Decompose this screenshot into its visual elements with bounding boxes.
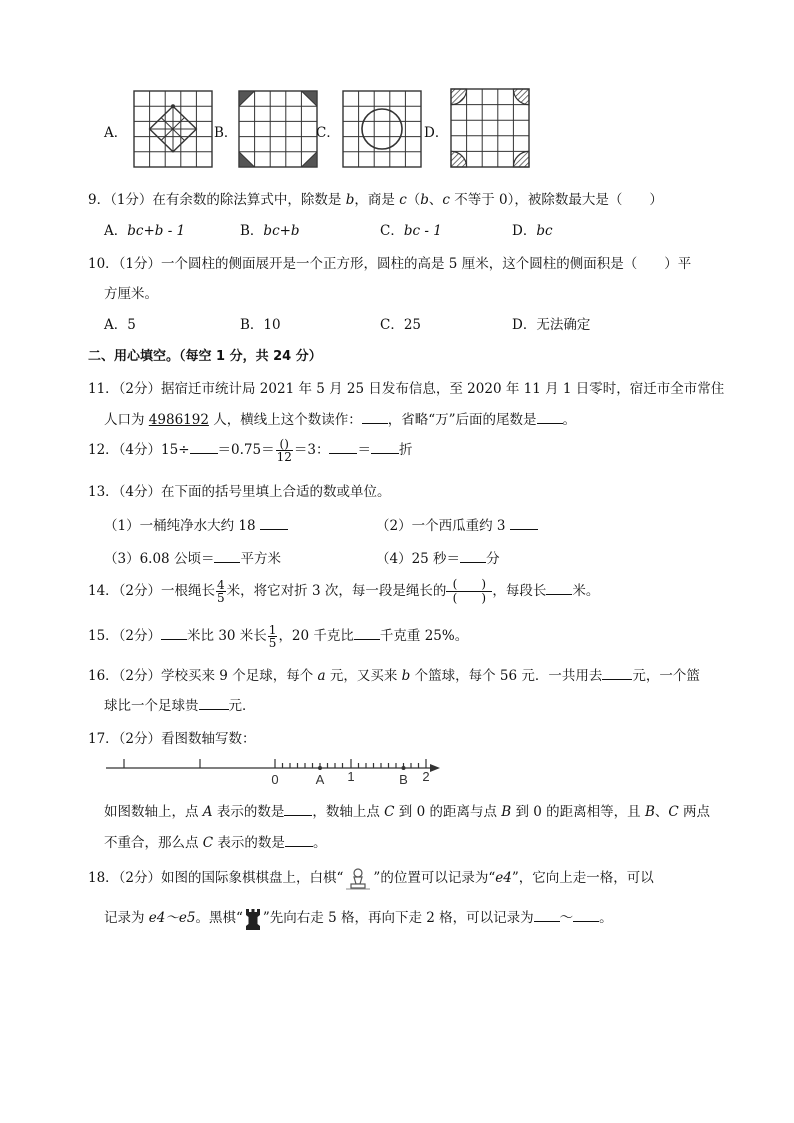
grid-figure-a xyxy=(133,90,213,168)
answer-blank[interactable] xyxy=(534,908,560,922)
white-pawn-icon xyxy=(343,866,373,892)
answer-blank[interactable] xyxy=(362,410,388,424)
q10-option-b[interactable]: B．10 xyxy=(240,317,281,333)
grid-figure-b xyxy=(238,90,318,168)
grid-figure-d xyxy=(450,88,530,168)
question-18-line2: 记录为 e4～e5。黑棋“ ”先向右走 5 格，再向下走 2 格，可以记录为 ～ 。 xyxy=(104,904,613,932)
question-16-line1: 16．（2分）学校买来 9 个足球，每个 a 元，又买来 b 个篮球，每个 56 元．一共用去 元，一个篮 xyxy=(88,668,700,684)
question-10-line2: 方厘米。 xyxy=(104,286,158,302)
answer-blank[interactable] xyxy=(161,626,187,640)
number-line xyxy=(104,752,444,788)
question-11-line1: 11．（2分）据宿迁市统计局 2021 年 5 月 25 日发布信息，至 2020 年 11 月 1 日零时，宿迁市全市常住 xyxy=(88,381,725,397)
black-rook-icon xyxy=(243,907,263,931)
answer-blank[interactable] xyxy=(354,626,380,640)
option-d-label: D． xyxy=(424,125,449,141)
question-16-line2: 球比一个足球贵 元． xyxy=(104,698,256,714)
answer-fraction[interactable]: ( ) ( ) xyxy=(446,578,492,605)
grid-figure-c xyxy=(342,90,422,168)
q9-option-a[interactable]: A．bc+b - 1 xyxy=(104,223,186,239)
answer-blank[interactable] xyxy=(602,666,632,680)
answer-blank[interactable] xyxy=(573,908,599,922)
question-17-line1: 如图数轴上，点 A 表示的数是 ，数轴上点 C 到 0 的距离与点 B 到 0 的距离相等，且 B、C 两点 xyxy=(104,804,710,820)
question-13-item1: （1）一桶纯净水大约 18 xyxy=(104,514,288,534)
q9-option-d[interactable]: D．bc xyxy=(512,223,553,239)
question-17: 17．（2分）看图数轴写数： xyxy=(88,731,256,747)
answer-blank[interactable] xyxy=(537,410,563,424)
question-13-item3: （3）6.08 公顷＝ 平方米 xyxy=(104,551,281,567)
answer-blank[interactable] xyxy=(260,516,288,530)
answer-blank[interactable] xyxy=(329,440,357,454)
answer-blank[interactable] xyxy=(214,549,240,563)
answer-blank[interactable] xyxy=(190,440,218,454)
section-heading: 二、用心填空。（每空 1 分，共 24 分） xyxy=(88,349,322,364)
question-9: 9．（1分）在有余数的除法算式中，除数是 b，商是 c（b、c 不等于 0），被除数最大是（ ） xyxy=(88,192,663,208)
answer-blank[interactable] xyxy=(199,696,229,710)
answer-blank[interactable] xyxy=(371,440,399,454)
question-13-item2: （2）一个西瓜重约 3 xyxy=(376,514,538,534)
question-15: 15．（2分） 米比 30 米长 $\frac{1}{5}$ ，20 千克比 千克重 25%。 xyxy=(88,623,469,650)
q9-option-c[interactable]: C．bc - 1 xyxy=(380,223,442,239)
answer-blank[interactable] xyxy=(285,833,313,847)
axis-label-0: 0 xyxy=(271,772,279,787)
axis-label-a: A xyxy=(315,772,325,787)
question-10-line1: 10．（1分）一个圆柱的侧面展开是一个正方形，圆柱的高是 5 厘米，这个圆柱的侧面积是（ ）平 xyxy=(88,256,692,272)
answer-blank[interactable] xyxy=(546,581,572,595)
question-13-item4: （4）25 秒＝ 分 xyxy=(376,551,500,567)
question-13: 13．（4分）在下面的括号里填上合适的数或单位。 xyxy=(88,484,391,500)
question-17-line2: 不重合，那么点 C 表示的数是 。 xyxy=(104,835,327,851)
question-11-line2: 人口为 4986192 人，横线上这个数读作： ，省略“万”后面的尾数是 。 xyxy=(104,412,577,428)
answer-blank[interactable] xyxy=(460,549,486,563)
question-12: 12．（4分）15÷ ＝0.75＝ $\frac{()}{12}$ ＝3： ＝ 折 xyxy=(88,437,413,464)
option-a-label: A． xyxy=(104,125,128,141)
axis-label-2: 2 xyxy=(422,769,430,784)
question-18-line1: 18．（2分）如图的国际象棋棋盘上，白棋“ ”的位置可以记录为“e4”，它向上走一格，可以 xyxy=(88,864,654,892)
q10-option-c[interactable]: C．25 xyxy=(380,317,422,333)
answer-blank[interactable] xyxy=(510,516,538,530)
option-b-label: B． xyxy=(214,125,238,141)
option-c-label: C． xyxy=(316,125,340,141)
q10-option-d[interactable]: D．无法确定 xyxy=(512,317,591,333)
answer-blank[interactable] xyxy=(284,802,312,816)
axis-label-1: 1 xyxy=(347,769,355,784)
axis-label-b: B xyxy=(399,772,408,787)
q10-option-a[interactable]: A．5 xyxy=(104,317,136,333)
question-14: 14．（2分）一根绳长 $\frac{4}{5}$ 米，将它对折 3 次，每一段是绳长的 ( ) ( ) ，每段长 米。 xyxy=(88,577,600,605)
q9-option-b[interactable]: B．bc+b xyxy=(240,223,300,239)
